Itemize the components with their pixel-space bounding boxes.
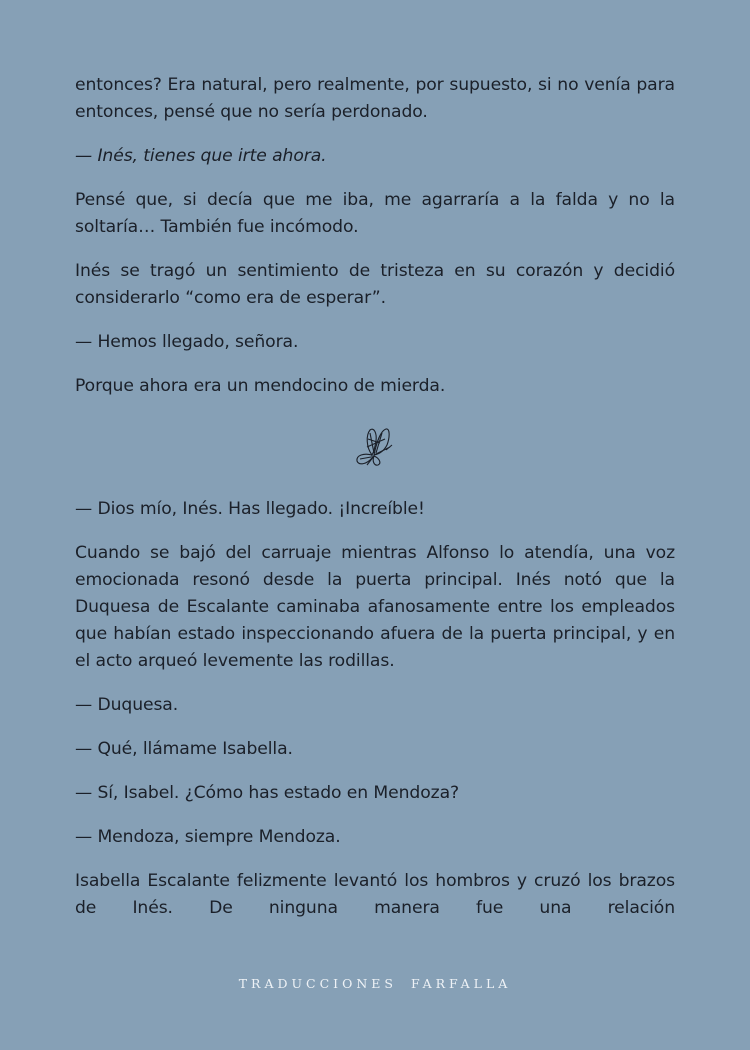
paragraph: Cuando se bajó del carruaje mientras Alfonso lo atendía, una voz emocionada resonó desde la puerta principal. Inés notó que la Duquesa de Escalante caminaba afanosamente entre los empleados que habían estado inspeccionando afuera de la puerta principal, y en el acto arqueó levemente las rodillas. bbox=[75, 543, 675, 671]
butterfly-icon bbox=[352, 425, 398, 469]
dialogue-line: — Sí, Isabel. ¿Cómo has estado en Mendoza? bbox=[75, 783, 460, 803]
footer-brand-word: FARFALLA bbox=[411, 976, 512, 991]
dialogue-line: — Duquesa. bbox=[75, 695, 179, 715]
page-footer bbox=[0, 976, 750, 991]
page-body bbox=[75, 72, 675, 939]
dialogue-line: — Dios mío, Inés. Has llegado. ¡Increíble! bbox=[75, 499, 425, 519]
paragraph: Porque ahora era un mendocino de mierda. bbox=[75, 376, 446, 396]
dialogue-line: — Mendoza, siempre Mendoza. bbox=[75, 827, 341, 847]
paragraph: Pensé que, si decía que me iba, me agarraría a la falda y no la soltaría… También fue incómodo. bbox=[75, 190, 675, 237]
dialogue-line: — Hemos llegado, señora. bbox=[75, 332, 299, 352]
dialogue-line: — Qué, llámame Isabella. bbox=[75, 739, 293, 759]
paragraph: Isabella Escalante felizmente levantó los hombros y cruzó los brazos de Inés. De ninguna manera fue una relación bbox=[75, 871, 675, 918]
section-divider bbox=[75, 415, 675, 479]
dialogue-line: — Inés, tienes que irte ahora. bbox=[75, 146, 327, 166]
footer-brand-word: TRADUCCIONES bbox=[238, 976, 397, 991]
paragraph: Inés se tragó un sentimiento de tristeza en su corazón y decidió considerarlo “como era de esperar”. bbox=[75, 261, 675, 308]
paragraph: entonces? Era natural, pero realmente, por supuesto, si no venía para entonces, pensé que no sería perdonado. bbox=[75, 75, 675, 122]
